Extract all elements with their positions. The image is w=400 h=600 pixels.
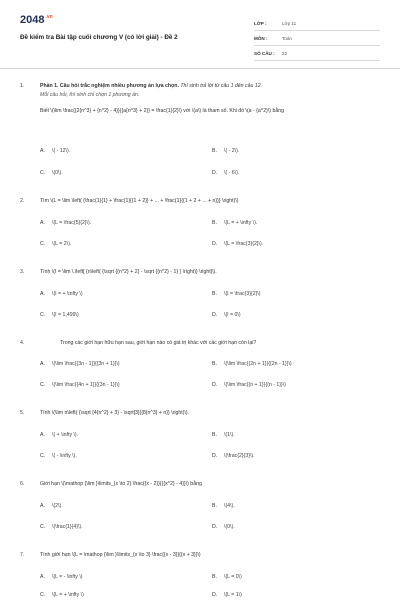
question-number: 4.: [20, 340, 25, 346]
option-d[interactable]: D. \( - 6\).: [212, 170, 240, 176]
question-number: 3.: [20, 269, 25, 275]
question-text: Tìm \(L = \lim \left( {\frac{1}{1} + \frac{1}{{1 + 2}} + ... + \frac{1}{{1 + 2 + ... + n}}} \right)\): [40, 198, 239, 204]
option-b[interactable]: B. \(L = 0\): [212, 574, 242, 580]
option-b[interactable]: B. \(L = + \infty \).: [212, 220, 258, 226]
meta-count-value: 22: [282, 50, 288, 56]
option-c[interactable]: C. \(L = 2\).: [40, 241, 72, 247]
meta-class: [254, 16, 380, 31]
question-2: [20, 197, 380, 206]
option-a[interactable]: A. \( + \infty \).: [40, 432, 79, 438]
option-d[interactable]: D. \(0\).: [212, 524, 235, 530]
document-header: [0, 0, 400, 62]
question-number: 1.: [20, 83, 25, 89]
option-d[interactable]: D. \(\frac{2}{3}\).: [212, 453, 255, 459]
meta-info: [254, 16, 380, 61]
question-number: 5.: [20, 410, 25, 416]
part-heading: Phần 1. Câu hỏi trắc nghiệm nhiều phương án lựa chọn.: [40, 83, 179, 89]
meta-class-key: LỚP :: [254, 20, 267, 26]
question-number: 2.: [20, 198, 25, 204]
question-text: Trong các giới hạn hữu hạn sau, giới hạn nào có giá trị khác với các giới hạn còn lại?: [60, 340, 257, 346]
question-stem: Biết \(\lim \frac{{2{n^3} + {n^2} - 4}}{{a{n^3} + 2}} = \frac{1}{2}\) với \(a\) là tham số. Khi đó \(a - {a^2}\) bằng: [40, 108, 284, 114]
option-a[interactable]: A. \( - 12\).: [40, 148, 71, 154]
meta-subject-key: MÔN :: [254, 35, 268, 41]
part-instruction: Thí sinh trả lời từ câu 1 đến câu 12.: [178, 83, 263, 89]
question-number: 7.: [20, 552, 25, 558]
question-1: [20, 82, 380, 116]
option-c[interactable]: C. \(L = + \infty \): [40, 592, 84, 598]
question-text: [40, 82, 380, 91]
question-3: [20, 268, 380, 277]
option-a[interactable]: A. \(\lim \frac{{3n - 1}}{{3n + 1}}\): [40, 361, 120, 367]
meta-count-key: SỐ CÂU :: [254, 50, 275, 56]
question-text: Giới hạn \(\mathop {\lim }\limits_{x \to 2} \frac{{x - 2}}{{{x^2} - 4}}\) bằng: [40, 481, 202, 487]
meta-count: [254, 46, 380, 61]
option-b[interactable]: B. \(\lim \frac{{2n + 1}}{{2n - 1}}\): [212, 361, 292, 367]
option-b[interactable]: B. \(4\).: [212, 503, 235, 509]
question-text: Tính giới hạn \(L = \mathop {\lim }\limits_{x \to 3} \frac{{x - 3}}{{x + 3}}\): [40, 552, 201, 558]
option-d[interactable]: D. \(\lim \frac{{n + 1}}{{n - 1}}\): [212, 382, 286, 388]
question-4: [20, 339, 380, 348]
question-7: [20, 551, 380, 560]
question-number: 6.: [20, 481, 25, 487]
header-divider: [0, 68, 400, 69]
option-a[interactable]: A. \(L = - \infty \): [40, 574, 83, 580]
site-logo[interactable]: [20, 14, 53, 26]
option-b[interactable]: B. \(1\).: [212, 432, 235, 438]
meta-subject-value: Toán: [282, 35, 292, 41]
option-a[interactable]: A. \(L = \frac{5}{2}\).: [40, 220, 92, 226]
option-c[interactable]: C. \(I = 1,499\): [40, 312, 79, 318]
option-c[interactable]: C. \(\frac{1}{4}\).: [40, 524, 83, 530]
option-d[interactable]: D. \(I = 0\): [212, 312, 241, 318]
option-b[interactable]: B. \(I = \frac{3}{2}\): [212, 291, 261, 297]
option-d[interactable]: D. \(L = 1\): [212, 592, 242, 598]
meta-class-value: Lớp 11: [282, 20, 297, 26]
option-c[interactable]: C. \(\lim \frac{{4n + 1}}{{3n - 1}}\): [40, 382, 120, 388]
question-text: Tính \(I = \lim \,\left[ {n\left( {\sqrt {{n^2} + 2} - \sqrt {{n^2} - 1} } \right)} \right]\).: [40, 269, 217, 275]
document-title: Đề kiểm tra Bài tập cuối chương V (có lời giải) - Đề 2: [20, 34, 178, 41]
option-a[interactable]: A. \(I = + \infty \): [40, 291, 83, 297]
logo-domain: .vn: [45, 14, 53, 20]
option-c[interactable]: C. \( - \infty \).: [40, 453, 77, 459]
question-6: [20, 480, 380, 489]
option-d[interactable]: D. \(L = \frac{3}{2}\).: [212, 241, 264, 247]
logo-number: 2048: [20, 14, 45, 26]
option-c[interactable]: C. \(0\).: [40, 170, 63, 176]
question-5: [20, 409, 380, 418]
option-b[interactable]: B. \( - 2\).: [212, 148, 240, 154]
part-sub-instruction: Mỗi câu hỏi, thí sinh chỉ chọn 1 phương án.: [40, 91, 140, 98]
question-text: Tính \(\lim n\left( {\sqrt {4{n^2} + 3} - \sqrt[3]{{8{n^3} + n}} \right)\).: [40, 410, 190, 416]
option-a[interactable]: A. \(2\).: [40, 503, 63, 509]
meta-subject: [254, 31, 380, 46]
